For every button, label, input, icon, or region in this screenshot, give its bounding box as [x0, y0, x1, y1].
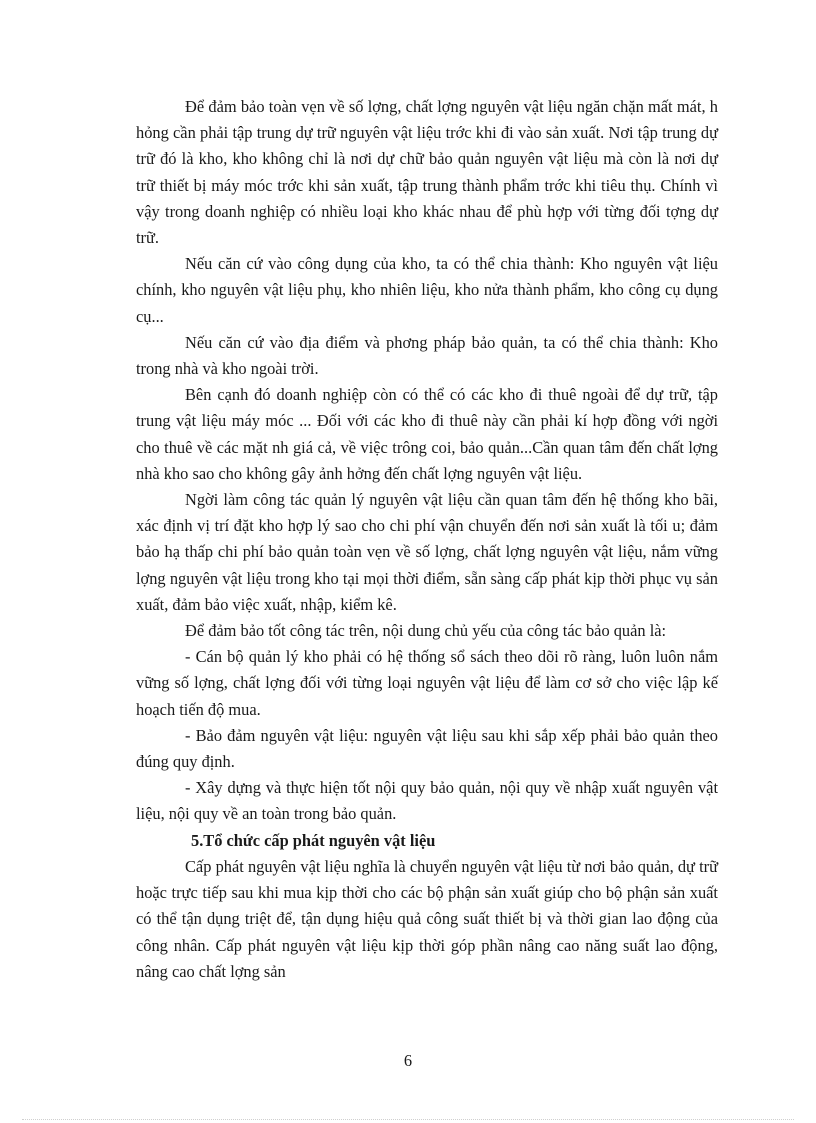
paragraph-rented-warehouses: Bên cạnh đó doanh nghiệp còn có thể có các kho đi thuê ngoài để dự trữ, tập trung vật liệu máy móc ... Đối với các kho đi thuê này cần phải kí hợp đồng với ngời cho thuê về các mặt nh giá cả, về việc trông coi, bảo quản...Cần quan tâm đến chất lợng nhà kho sao cho không gây ảnh hởng đến chất lợng nguyên vật liệu. [136, 385, 718, 483]
list-item-regulations: - Xây dựng và thực hiện tốt nội quy bảo quản, nội quy về nhập xuất nguyên vật liệu, nội quy về an toàn trong bảo quản. [136, 778, 718, 824]
section-heading: 5.Tổ chức cấp phát nguyên vật liệu [191, 830, 436, 850]
bottom-divider [22, 1119, 794, 1120]
list-item-preservation: - Bảo đảm nguyên vật liệu: nguyên vật liệu sau khi sắp xếp phải bảo quản theo đúng quy định. [136, 725, 718, 772]
paragraph-warehouse-management: Ngời làm công tác quản lý nguyên vật liệu cần quan tâm đến hệ thống kho bãi, xác định vị trí đặt kho hợp lý sao cho chi phí vận chuyển đến nơi sản xuất là tối u; đảm bảo hạ thấp chi phí bảo quản toàn vẹn về số lợng, chất lợng nguyên vật liệu, nắm vững lợng nguyên vật liệu trong kho tại mọi thời điểm, sẵn sàng cấp phát kịp thời phục vụ sản xuất, đảm bảo việc xuất, nhập, kiểm kê. [136, 490, 718, 614]
paragraph-warehouse-by-use: Nếu căn cứ vào công dụng của kho, ta có thể chia thành: Kho nguyên vật liệu chính, kho nguyên vật liệu phụ, kho nhiên liệu, kho nửa thành phẩm, kho công cụ dụng cụ... [136, 254, 718, 326]
list-item-records: - Cán bộ quản lý kho phải có hệ thống sổ sách theo dõi rõ ràng, luôn luôn nắm vững số lợng, chất lợng đối với từng loại nguyên vật liệu để làm cơ sở cho việc lập kế hoạch tiến độ mua. [136, 647, 718, 719]
paragraph-warehouse-by-location: Nếu căn cứ vào địa điểm và phơng pháp bảo quản, ta có thể chia thành: Kho trong nhà và kho ngoài trời. [136, 332, 718, 379]
paragraph-warehouse-intro: Để đảm bảo toàn vẹn về số lợng, chất lợng nguyên vật liệu ngăn chặn mất mát, h hỏng cần phải tập trung dự trữ nguyên vật liệu trớc khi đi vào sản xuất. Nơi tập trung dự trữ đó là kho, kho không chỉ là nơi dự chữ bảo quản nguyên vật liệu mà còn là nơi dự trữ thiết bị máy móc trớc khi sản xuất, tập trung thành phẩm trớc khi tiêu thụ. Chính vì vậy trong doanh nghiệp có nhiều loại kho khác nhau để phù hợp với từng đối tợng dự trữ. [136, 97, 718, 248]
page-body [136, 94, 718, 985]
paragraph-storage-content: Để đảm bảo tốt công tác trên, nội dung chủ yếu của công tác bảo quản là: [185, 621, 667, 641]
paragraph-material-issuance: Cấp phát nguyên vật liệu nghĩa là chuyển nguyên vật liệu từ nơi bảo quản, dự trữ hoặc trực tiếp sau khi mua kịp thời cho các bộ phận sản xuất giúp cho bộ phận sản xuất có thể tận dụng triệt để, tận dụng hiệu quả công suất thiết bị và thời gian lao động của công nhân. Cấp phát nguyên vật liệu kịp thời góp phần nâng cao năng suất lao động, nâng cao chất lợng sản [136, 856, 718, 981]
page-number: 6 [403, 1051, 413, 1070]
